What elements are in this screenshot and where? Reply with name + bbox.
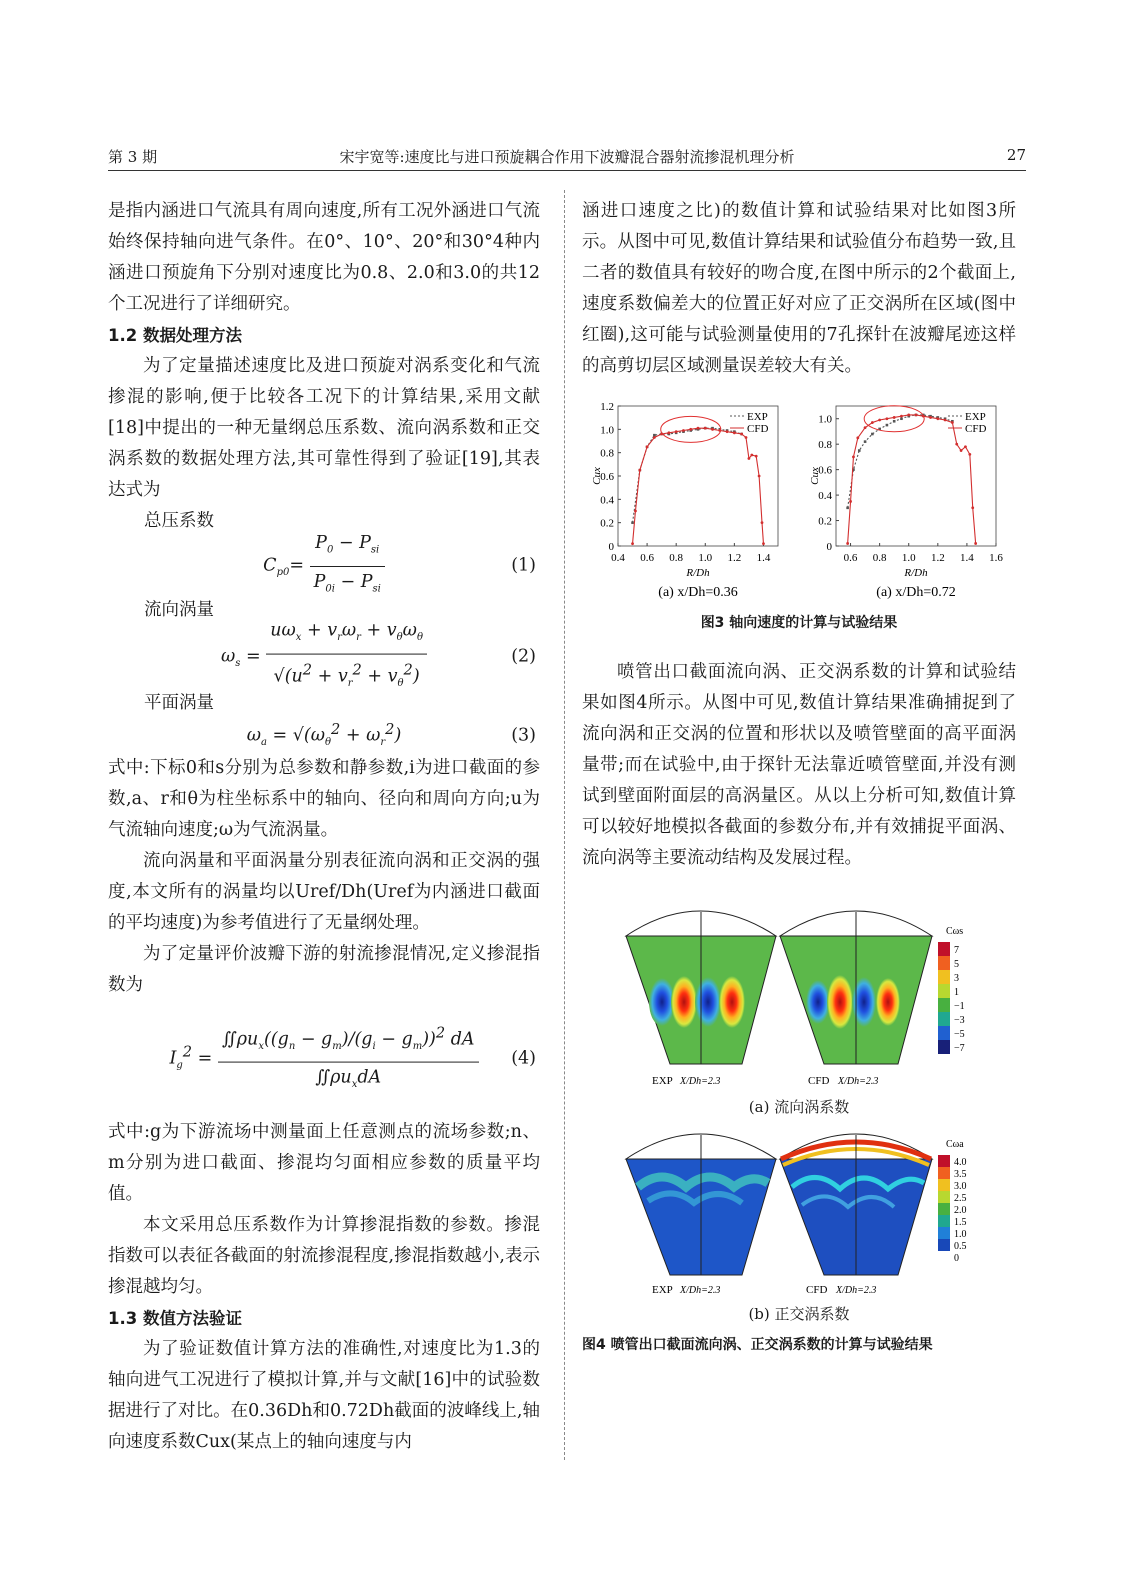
cfd-contour xyxy=(780,1134,932,1296)
figure-4-title: 图4 喷管出口截面流向涡、正交涡系数的计算与试验结果 xyxy=(582,1337,933,1353)
colorbar-tick-label: 3 xyxy=(954,973,959,984)
y-tick-label: 0 xyxy=(826,541,832,553)
y-tick-label: 0.2 xyxy=(818,515,832,528)
data-point-cfd xyxy=(740,433,743,436)
data-point-cfd xyxy=(668,431,671,434)
data-point-exp xyxy=(653,434,656,437)
data-point-cfd xyxy=(968,453,971,456)
data-point-cfd xyxy=(856,436,859,439)
data-point-cfd xyxy=(689,428,692,431)
section-label: X/Dh=2.3 xyxy=(680,1285,721,1296)
x-tick-label: 1.0 xyxy=(901,552,916,564)
y-tick-label: 1.2 xyxy=(600,401,614,413)
colorbar-tick-label: −3 xyxy=(954,1015,965,1026)
data-point-cfd xyxy=(704,427,707,430)
data-point-cfd xyxy=(929,416,932,419)
y-axis-label: Cux xyxy=(591,467,603,485)
section-heading-1-2: 1.2 数据处理方法 xyxy=(108,326,242,345)
x-tick-label: 0.6 xyxy=(843,552,858,564)
legend-label: EXP xyxy=(965,411,986,423)
data-point-exp xyxy=(886,424,889,427)
y-tick-label: 0.8 xyxy=(818,439,832,452)
y-tick-label: 0.2 xyxy=(600,517,614,530)
data-point-cfd xyxy=(682,429,685,432)
y-tick-label: 0.8 xyxy=(600,447,614,460)
data-point-cfd xyxy=(646,445,649,448)
x-tick-label: 0.8 xyxy=(872,552,887,564)
colorbar-streamwise xyxy=(938,926,965,1054)
x-tick-label: 0.8 xyxy=(669,552,684,564)
y-tick-label: 0.6 xyxy=(818,464,832,477)
data-point-cfd xyxy=(745,436,748,439)
paragraph: 为了验证数值计算方法的准确性,对速度比为1.3的轴向进气工况进行了模拟计算,并与文献[16]中的试验数据进行了对比。在0.36Dh和0.72Dh截面的波峰线上,轴向速度系数Cux(某点上的轴向速度与内 xyxy=(108,1339,540,1452)
label-streamwise-vorticity: 流向涡量 xyxy=(144,600,214,620)
section-label: X/Dh=2.3 xyxy=(838,1076,879,1087)
data-point-cfd xyxy=(846,542,849,545)
data-point-exp xyxy=(631,521,634,524)
data-point-cfd xyxy=(748,457,751,460)
legend-label: EXP xyxy=(747,411,768,423)
data-point-cfd xyxy=(944,419,947,422)
data-point-cfd xyxy=(871,421,874,424)
data-point-cfd xyxy=(964,445,967,448)
left-column xyxy=(108,196,540,1458)
paragraph: 喷管出口截面流向涡、正交涡系数的计算和试验结果如图4所示。从图中可见,数值计算结果准确捕捉到了流向涡和正交涡的位置和形状以及喷管壁面的高平面涡量带;而在试验中,由于探针无法靠近喷管壁面,并没有测试到壁面附面层的高涡量区。从以上分析可知,数值计算可以较好地模拟各截面的参数分布,并有效捕捉平面涡、流向涡等主要流动结构及发展过程。 xyxy=(582,662,1016,868)
data-point-cfd xyxy=(711,428,714,431)
data-point-cfd xyxy=(634,510,637,513)
subfigure-caption: (a) x/Dh=0.36 xyxy=(658,585,738,600)
section-heading-1-3: 1.3 数值方法验证 xyxy=(108,1309,242,1328)
x-tick-label: 1.2 xyxy=(727,552,742,564)
data-point-cfd xyxy=(750,454,753,457)
data-point-exp xyxy=(871,433,874,436)
data-point-cfd xyxy=(915,414,918,417)
data-point-cfd xyxy=(762,542,765,545)
label-total-pressure: 总压系数 xyxy=(144,511,214,531)
data-point-cfd xyxy=(758,475,761,478)
right-column xyxy=(582,196,1016,1361)
data-point-cfd xyxy=(971,506,974,509)
data-point-exp xyxy=(846,507,849,510)
data-point-cfd xyxy=(675,430,678,433)
colorbar-tick-label: 2.0 xyxy=(954,1205,967,1216)
section-label: X/Dh=2.3 xyxy=(680,1076,721,1087)
colorbar-tick-label: 3.5 xyxy=(954,1169,967,1180)
header-rule xyxy=(108,170,1026,171)
data-point-cfd xyxy=(893,416,896,419)
colorbar-tick-label: 1 xyxy=(954,987,959,998)
colorbar-tick-label: 4.0 xyxy=(954,1157,967,1168)
y-tick-label: 1.0 xyxy=(600,424,614,437)
data-point-cfd xyxy=(974,542,977,545)
data-point-cfd xyxy=(755,455,758,458)
exp-label: EXP xyxy=(652,1075,673,1087)
paragraph: 是指内涵进口气流具有周向速度,所有工况外涵进口气流始终保持轴向进气条件。在0°、10°、20°和30°4种内涵进口预旋角下分别对速度比为0.8、2.0和3.0的共12个工况进行了详细研究。 xyxy=(108,201,540,314)
data-point-exp xyxy=(858,449,861,452)
series-line-cfd xyxy=(848,415,976,544)
data-point-cfd xyxy=(852,456,855,459)
data-point-cfd xyxy=(761,521,764,524)
data-point-cfd xyxy=(907,414,910,417)
chart-axial-velocity-0-72 xyxy=(800,396,1015,608)
streamwise-vorticity-contours xyxy=(582,904,1016,1104)
figure-4a xyxy=(582,904,1016,1104)
column-divider xyxy=(564,190,565,1460)
subfigure-caption: (a) x/Dh=0.72 xyxy=(876,585,956,600)
y-tick-label: 0.4 xyxy=(818,490,832,503)
legend-label: CFD xyxy=(747,423,769,435)
data-point-exp xyxy=(864,440,867,443)
data-point-cfd xyxy=(653,436,656,439)
label-plane-vorticity: 平面涡量 xyxy=(144,693,214,713)
paragraph: 式中:g为下游流场中测量面上任意测点的流场参数;n、m分别为进口截面、掺混均匀面相应参数的质量平均值。 xyxy=(108,1122,540,1204)
cfd-contour xyxy=(780,911,932,1087)
equation-1: $C_{p0}=$ $\frac{P_0 - P_{si}}{P_{0i} - P_{si}}$ (1) xyxy=(108,537,540,595)
data-point-cfd xyxy=(864,426,867,429)
data-point-cfd xyxy=(638,469,641,472)
y-tick-label: 0.6 xyxy=(600,471,614,483)
colorbar-tick-label: −1 xyxy=(954,1001,965,1012)
cfd-label: CFD xyxy=(808,1075,830,1087)
x-tick-label: 0.6 xyxy=(640,552,654,564)
colorbar-tick-label: 1.0 xyxy=(954,1229,967,1240)
equation-2: $\omega_s$ = $\frac{u\omega_x + v_r\omega_r + v_\theta\omega_\theta}{√(u^2 + v_r^2 + v_\theta^2)}$ (2) xyxy=(108,626,540,688)
issue-number: 第 3 期 xyxy=(108,148,158,166)
running-header xyxy=(108,144,1026,168)
paragraph: 流向涡量和平面涡量分别表征流向涡和正交涡的强度,本文所有的涡量均以Uref/Dh(Uref为内涵进口截面的平均速度)为参考值进行了无量纲处理。 xyxy=(108,851,540,933)
colorbar-tick-label: 3.0 xyxy=(954,1181,967,1192)
x-tick-label: 1.4 xyxy=(756,552,771,564)
y-axis-label: Cux xyxy=(809,467,821,485)
x-tick-label: 1.4 xyxy=(960,552,974,564)
y-tick-label: 0 xyxy=(608,541,614,553)
x-tick-label: 1.0 xyxy=(698,552,713,564)
equation-number: (1) xyxy=(511,555,536,576)
colorbar-tick-label: −5 xyxy=(954,1029,965,1040)
paragraph: 为了定量评价波瓣下游的射流掺混情况,定义掺混指数为 xyxy=(108,944,540,995)
paragraph: 本文采用总压系数作为计算掺混指数的参数。掺混指数可以表征各截面的射流掺混程度,掺混指数越小,表示掺混越均匀。 xyxy=(108,1215,540,1297)
paragraph: 式中:下标0和s分别为总参数和静参数,i为进口截面的参数,a、r和θ为柱坐标系中的轴向、径向和周向方向;u为气流轴向速度;ω为气流涡量。 xyxy=(108,758,540,840)
cfd-label: CFD xyxy=(806,1284,828,1296)
data-point-cfd xyxy=(951,421,954,424)
x-axis-label: R/Dh xyxy=(904,567,928,579)
x-tick-label: 1.2 xyxy=(930,552,945,564)
equation-number: (4) xyxy=(511,1048,536,1069)
exp-contour xyxy=(626,911,776,1087)
equation-number: (2) xyxy=(511,646,536,667)
data-point-exp xyxy=(893,420,896,423)
colorbar-title: Cωs xyxy=(946,926,964,937)
data-point-cfd xyxy=(900,415,903,418)
colorbar-plane xyxy=(938,1139,967,1264)
colorbar-tick-label: 0 xyxy=(954,1253,959,1264)
x-tick-label: 1.6 xyxy=(989,552,1003,564)
plane-vorticity-contours xyxy=(582,1127,1016,1299)
page-number: 27 xyxy=(1006,146,1026,164)
exp-contour xyxy=(626,1134,776,1296)
data-point-cfd xyxy=(697,427,700,430)
data-point-cfd xyxy=(726,430,729,433)
equation-number: (3) xyxy=(511,725,536,746)
equation-4: $I_g^2$ = $\frac{∬\rho u_x((g_n - g_m)/(g_i - g_m))^2 dA}{∬\rho u_xdA}$ (4) xyxy=(108,1001,540,1117)
running-title: 宋宇宽等:速度比与进口预旋耦合作用下波瓣混合器射流掺混机理分析 xyxy=(339,148,795,166)
y-tick-label: 1.0 xyxy=(818,413,832,426)
figure-4b-caption: (b) 正交涡系数 xyxy=(748,1305,850,1323)
figure-3 xyxy=(582,396,1016,608)
data-point-cfd xyxy=(849,500,852,503)
data-point-cfd xyxy=(936,417,939,420)
data-point-cfd xyxy=(733,431,736,434)
figure-4a-caption: (a) 流向涡系数 xyxy=(748,1098,850,1116)
x-axis-label: R/Dh xyxy=(686,567,710,579)
colorbar-tick-label: −7 xyxy=(954,1043,965,1054)
chart-axial-velocity-0-36 xyxy=(582,396,797,608)
equation-3: $\omega_a = √(\omega_\theta^2 + \omega_r^2)$ (3) xyxy=(108,719,540,753)
exp-label: EXP xyxy=(652,1284,673,1296)
colorbar-tick-label: 2.5 xyxy=(954,1193,967,1204)
data-point-cfd xyxy=(878,419,881,422)
legend-label: CFD xyxy=(965,423,987,435)
series-line-exp xyxy=(848,415,953,508)
data-point-cfd xyxy=(955,443,958,446)
paragraph: 涵进口速度之比)的数值计算和试验结果对比如图3所示。从图中可见,数值计算结果和试验值分布趋势一致,且二者的数值具有较好的吻合度,在图中所示的2个截面上,速度系数偏差大的位置正好对应了正交涡所在区域(图中红圈),这可能与试验测量使用的7孔探针在波瓣尾迹这样的高剪切层区域测量误差较大有关。 xyxy=(582,201,1016,376)
data-point-exp xyxy=(900,417,903,420)
figure-4b xyxy=(582,1127,1016,1299)
series-line-cfd xyxy=(633,428,764,544)
data-point-cfd xyxy=(960,449,963,452)
colorbar-tick-label: 5 xyxy=(954,959,959,970)
data-point-cfd xyxy=(886,417,889,420)
y-tick-label: 0.4 xyxy=(600,494,614,507)
figure-3-title: 图3 轴向速度的计算与试验结果 xyxy=(700,615,898,631)
colorbar-tick-label: 7 xyxy=(954,945,959,956)
section-label: X/Dh=2.3 xyxy=(836,1285,877,1296)
colorbar-tick-label: 0.5 xyxy=(954,1241,967,1252)
colorbar-title: Cωa xyxy=(946,1139,964,1150)
colorbar-tick-label: 1.5 xyxy=(954,1217,967,1228)
data-point-cfd xyxy=(631,542,634,545)
paragraph: 为了定量描述速度比及进口预旋对涡系变化和气流掺混的影响,便于比较各工况下的计算结果,采用文献[18]中提出的一种无量纲总压系数、流向涡系数和正交涡系数的数据处理方法,其可靠性得到了验证[19],其表达式为 xyxy=(108,356,540,500)
x-tick-label: 0.4 xyxy=(611,552,625,564)
